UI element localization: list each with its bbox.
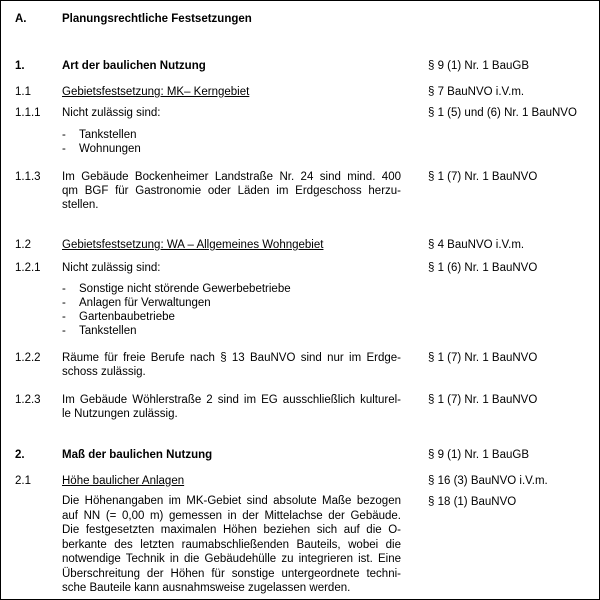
s2-1-title: Höhe baulicher Anlagen xyxy=(62,475,185,487)
text-line: stellen. xyxy=(62,199,99,211)
text-line: auf NN (= 0,00 m) gemessen in der Mittelachse der Gebäude. xyxy=(62,509,401,522)
text-line: berkante des letzten raumabschließenden Bauteils, wobei die xyxy=(62,538,401,551)
text-line: Im Gebäude Bockenheimer Landstraße Nr. 24 sind mind. 400 xyxy=(62,171,401,183)
s1-law: § 9 (1) Nr. 1 BauGB xyxy=(428,60,529,72)
list-marker: - xyxy=(62,129,66,141)
text-line: sche Bauteile kann ausnahmsweise zugelassen werden. xyxy=(62,582,351,594)
list-item: Sonstige nicht störende Gewerbebetriebe xyxy=(79,283,291,295)
text-line: Im Gebäude Wöhlerstraße 2 sind im EG ausschließlich kulturel- xyxy=(62,394,401,406)
text-line: Überschreitung der Höhen für sonstige untergeordnete techni- xyxy=(62,567,401,580)
s1-1-3-number: 1.1.3 xyxy=(15,171,41,183)
s1-1-title: Gebietsfestsetzung: MK– Kerngebiet xyxy=(62,86,250,98)
s1-title: Art der baulichen Nutzung xyxy=(62,60,206,72)
s1-2-law: § 4 BauNVO i.V.m. xyxy=(428,239,525,251)
text-line: qm BGF für Gastronomie oder Läden im Erdgeschoss herzu- xyxy=(62,185,401,197)
s1-2-1-title: Nicht zulässig sind: xyxy=(62,262,161,274)
s1-2-2-number: 1.2.2 xyxy=(15,352,41,364)
s1-1-law: § 7 BauNVO i.V.m. xyxy=(428,86,525,98)
s1-1-number: 1.1 xyxy=(15,86,31,98)
text-line: schoss zulässig. xyxy=(62,366,146,378)
s1-1-1-title: Nicht zulässig sind: xyxy=(62,107,161,119)
s1-2-2-text xyxy=(62,351,401,379)
text-line: Die festgesetzten maximalen Höhen beziehen sich auf die O- xyxy=(62,524,401,536)
list-item: Tankstellen xyxy=(79,129,137,141)
list-marker: - xyxy=(62,297,66,309)
s1-2-3-number: 1.2.3 xyxy=(15,394,41,406)
section-a-number: A. xyxy=(15,13,27,25)
list-marker: - xyxy=(62,143,66,155)
s1-1-1-law: § 1 (5) und (6) Nr. 1 BauNVO xyxy=(428,107,577,119)
s1-number: 1. xyxy=(15,60,25,72)
list-marker: - xyxy=(62,311,66,323)
s1-2-2-law: § 1 (7) Nr. 1 BauNVO xyxy=(428,352,538,364)
s1-2-3-law: § 1 (7) Nr. 1 BauNVO xyxy=(428,394,538,406)
s1-2-1-law: § 1 (6) Nr. 1 BauNVO xyxy=(428,262,538,274)
text-line: Räume für freie Berufe nach § 13 BauNVO sind nur im Erdge- xyxy=(62,352,401,364)
s2-1-number: 2.1 xyxy=(15,475,31,487)
s1-2-3-text xyxy=(62,393,401,421)
s2-law: § 9 (1) Nr. 1 BauGB xyxy=(428,449,529,461)
s2-number: 2. xyxy=(15,449,25,461)
s2-1-law: § 16 (3) BauNVO i.V.m. xyxy=(428,475,548,487)
list-item: Anlagen für Verwaltungen xyxy=(79,297,211,309)
s1-1-3-law: § 1 (7) Nr. 1 BauNVO xyxy=(428,171,538,183)
text-line: le Nutzungen zulässig. xyxy=(62,408,178,420)
s1-1-1-number: 1.1.1 xyxy=(15,107,41,119)
s1-2-number: 1.2 xyxy=(15,239,31,251)
s2-title: Maß der baulichen Nutzung xyxy=(62,449,213,461)
s2-1-law: § 18 (1) BauNVO xyxy=(428,496,517,508)
text-line: Die Höhenangaben im MK-Gebiet sind absolute Maße bezogen xyxy=(62,495,401,507)
s2-1-text xyxy=(62,494,401,596)
s1-2-1-number: 1.2.1 xyxy=(15,262,41,274)
list-item: Gartenbaubetriebe xyxy=(79,311,175,323)
list-item: Wohnungen xyxy=(79,143,141,155)
list-marker: - xyxy=(62,283,66,295)
s1-2-title: Gebietsfestsetzung: WA – Allgemeines Wohngebiet xyxy=(62,239,324,251)
section-a-title: Planungsrechtliche Festsetzungen xyxy=(62,13,252,25)
text-line: notwendige Technik in die Gebäudehülle zu integrieren ist. Eine xyxy=(62,553,401,565)
list-item: Tankstellen xyxy=(79,325,137,337)
s1-1-3-text xyxy=(62,170,401,212)
list-marker: - xyxy=(62,325,66,337)
